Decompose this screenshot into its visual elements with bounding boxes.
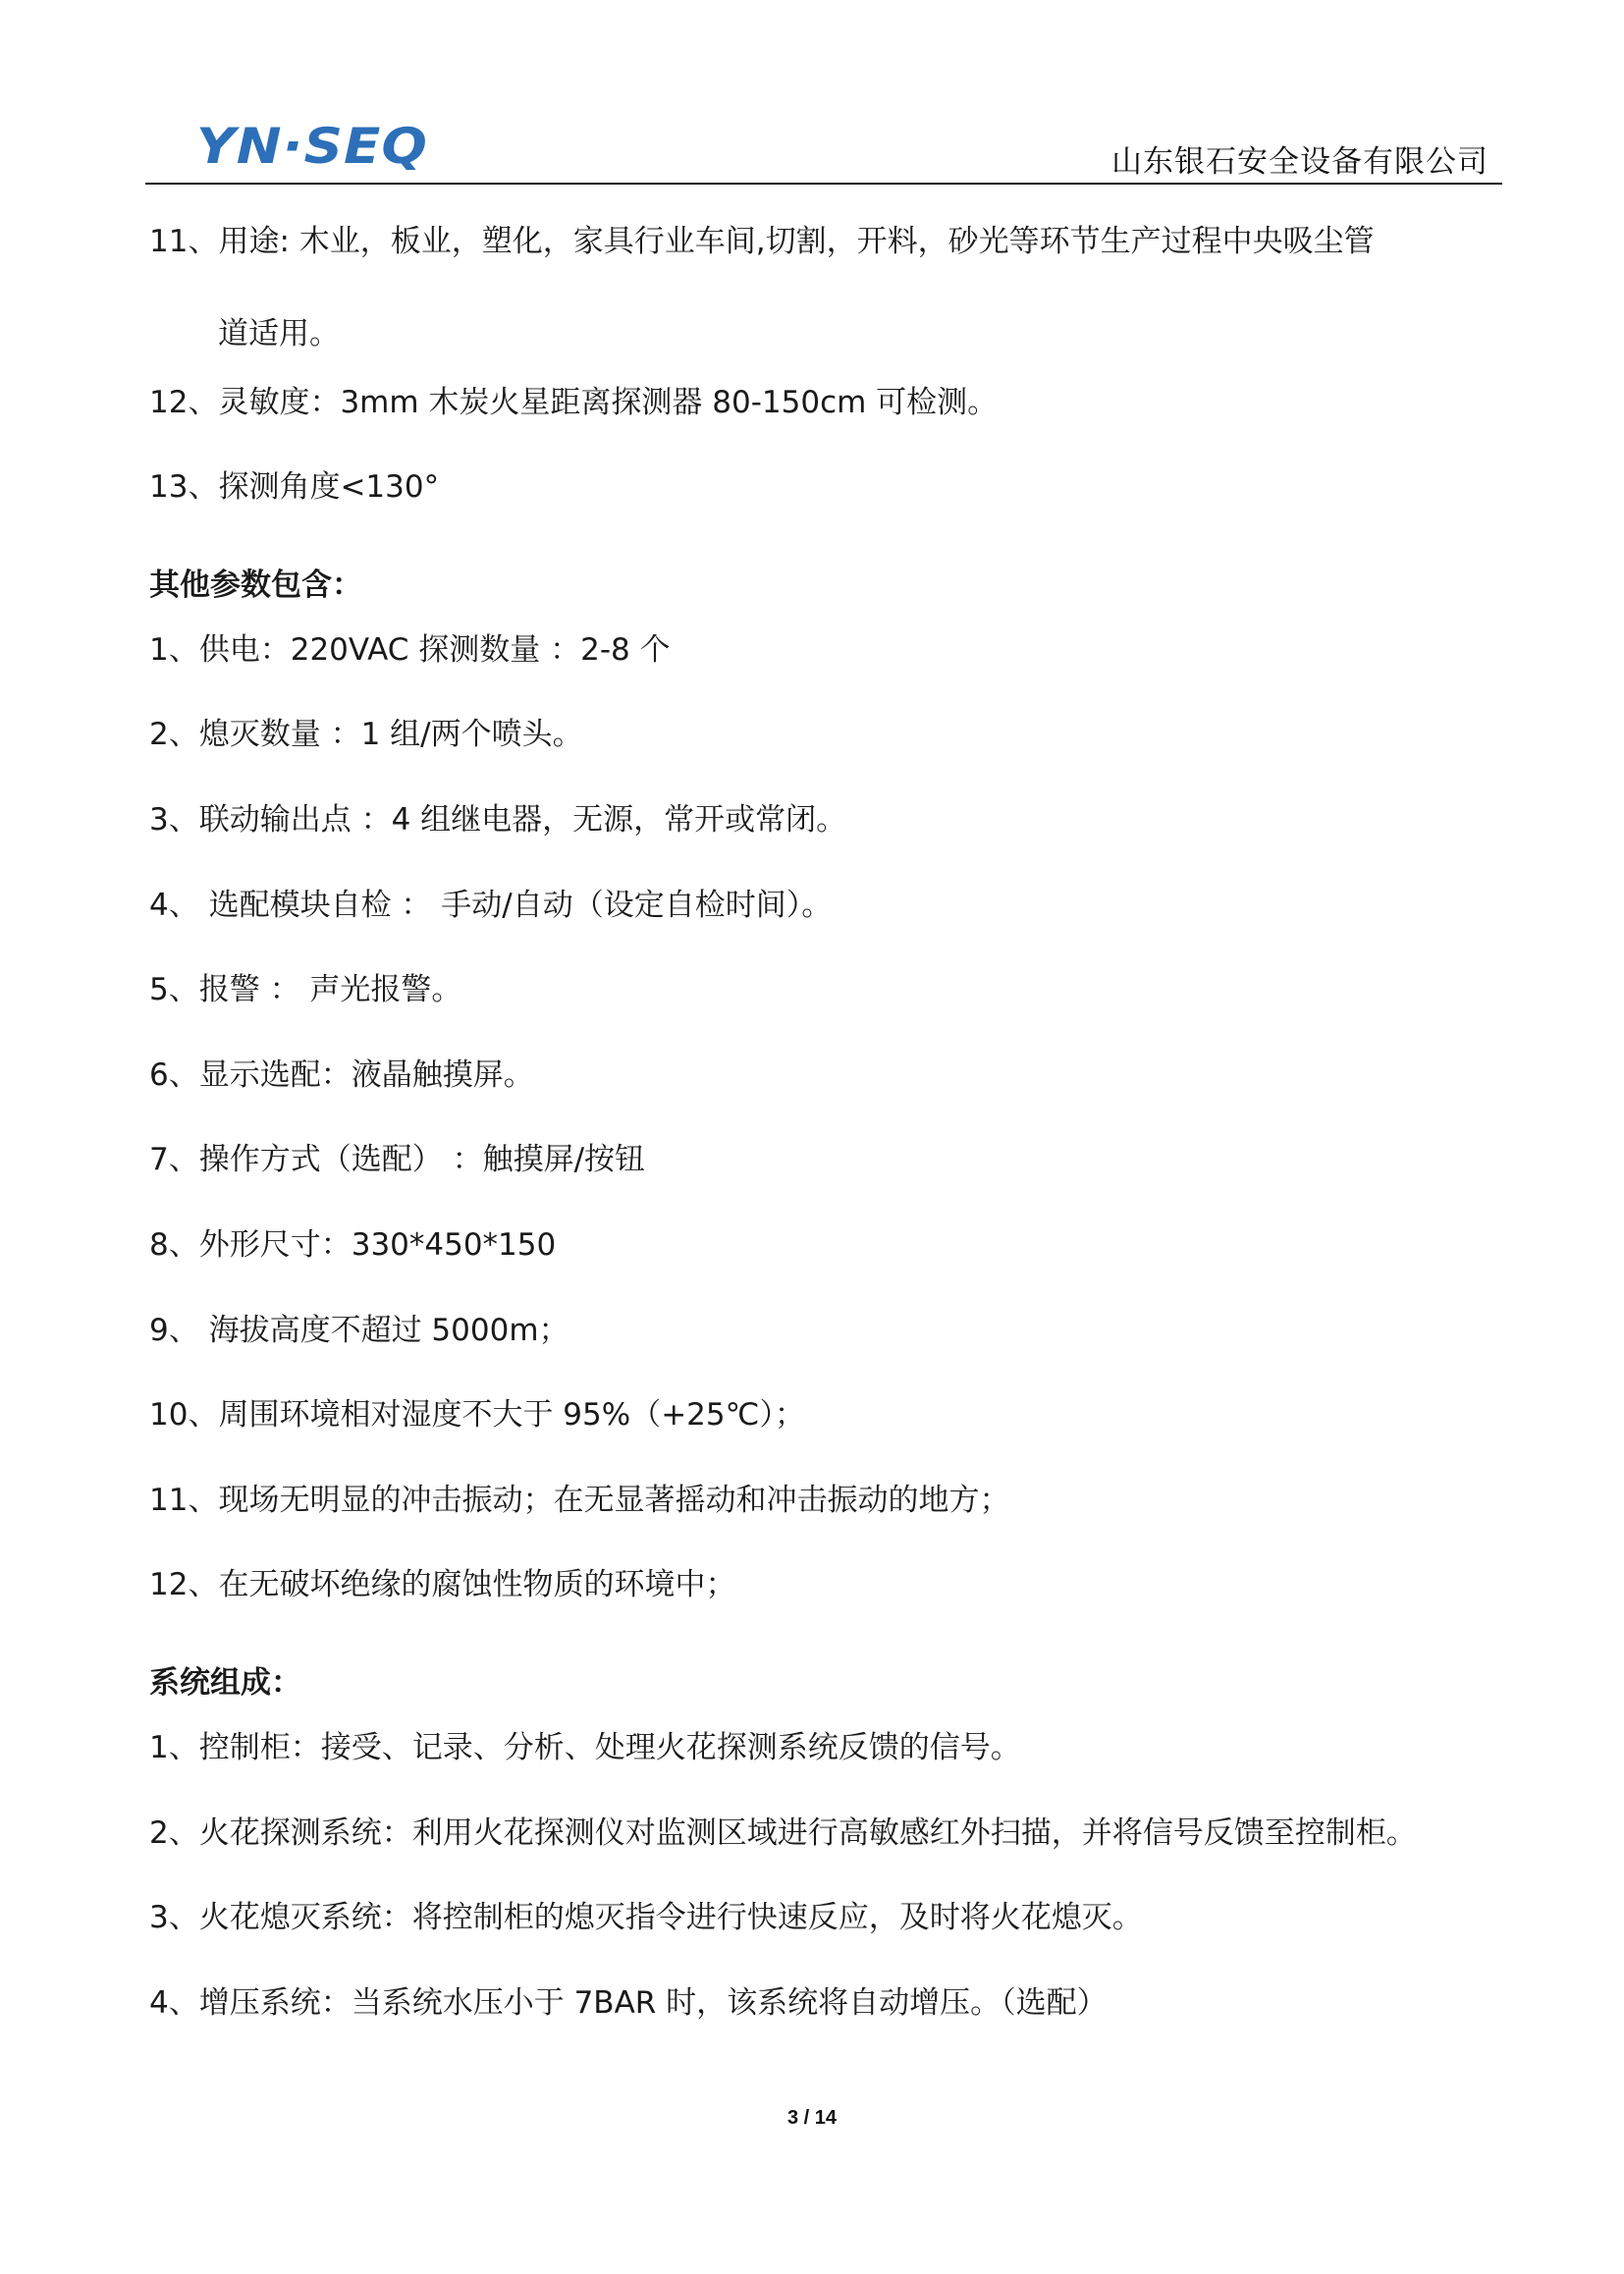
parameter-item: 10、周围环境相对湿度不大于 95%（+25℃）； [149, 1397, 805, 1433]
parameter-item: 9、 海拔高度不超过 5000m； [149, 1313, 569, 1348]
usage-line: 11、用途: 木业，板业，塑化，家具行业车间,切割，开料，砂光等环节生产过程中央吸尘管 [149, 224, 1375, 259]
company-logo [196, 112, 432, 177]
parameter-item: 7、操作方式（选配） ：触摸屏/按钮 [149, 1142, 646, 1177]
parameter-item: 4、 选配模块自检 ： 手动/自动（设定自检时间）。 [149, 888, 833, 923]
usage-line-continued: 道适用。 [218, 316, 340, 352]
system-component-item: 2、火花探测系统：利用火花探测仪对监测区域进行高敏感红外扫描，并将信号反馈至控制柜。 [149, 1815, 1417, 1851]
system-composition-heading: 系统组成： [149, 1665, 301, 1701]
header-divider [145, 183, 1502, 185]
sensitivity-line: 12、灵敏度：3mm 木炭火星距离探测器 80-150cm 可检测。 [149, 385, 999, 420]
system-component-item: 4、增压系统：当系统水压小于 7BAR 时，该系统将自动增压。（选配） [149, 1985, 1108, 2021]
parameter-item: 3、联动输出点 ：4 组继电器，无源，常开或常闭。 [149, 802, 847, 838]
company-name: 山东银石安全设备有限公司 [1111, 144, 1489, 180]
parameter-item: 8、外形尺寸：330*450*150 [149, 1227, 557, 1263]
detection-angle-line: 13、探测角度<130° [149, 469, 440, 505]
parameter-item: 11、现场无明显的冲击振动；在无显著摇动和冲击振动的地方； [149, 1483, 1010, 1518]
logo-text: YN·SEQ [196, 118, 428, 175]
system-component-item: 3、火花熄灭系统：将控制柜的熄灭指令进行快速反应，及时将火花熄灭。 [149, 1900, 1143, 1935]
parameter-item: 6、显示选配：液晶触摸屏。 [149, 1057, 534, 1093]
other-parameters-heading: 其他参数包含： [149, 568, 362, 603]
parameter-item: 2、熄灭数量 ：1 组/两个喷头。 [149, 717, 583, 752]
parameter-item: 1、供电：220VAC 探测数量 ：2-8 个 [149, 632, 671, 668]
parameter-item: 12、在无破坏绝缘的腐蚀性物质的环境中； [149, 1567, 736, 1602]
parameter-item: 5、报警 ： 声光报警。 [149, 972, 462, 1007]
page-header [145, 108, 1502, 185]
system-component-item: 1、控制柜：接受、记录、分析、处理火花探测系统反馈的信号。 [149, 1730, 1021, 1765]
page-number: 3 / 14 [786, 2107, 838, 2129]
